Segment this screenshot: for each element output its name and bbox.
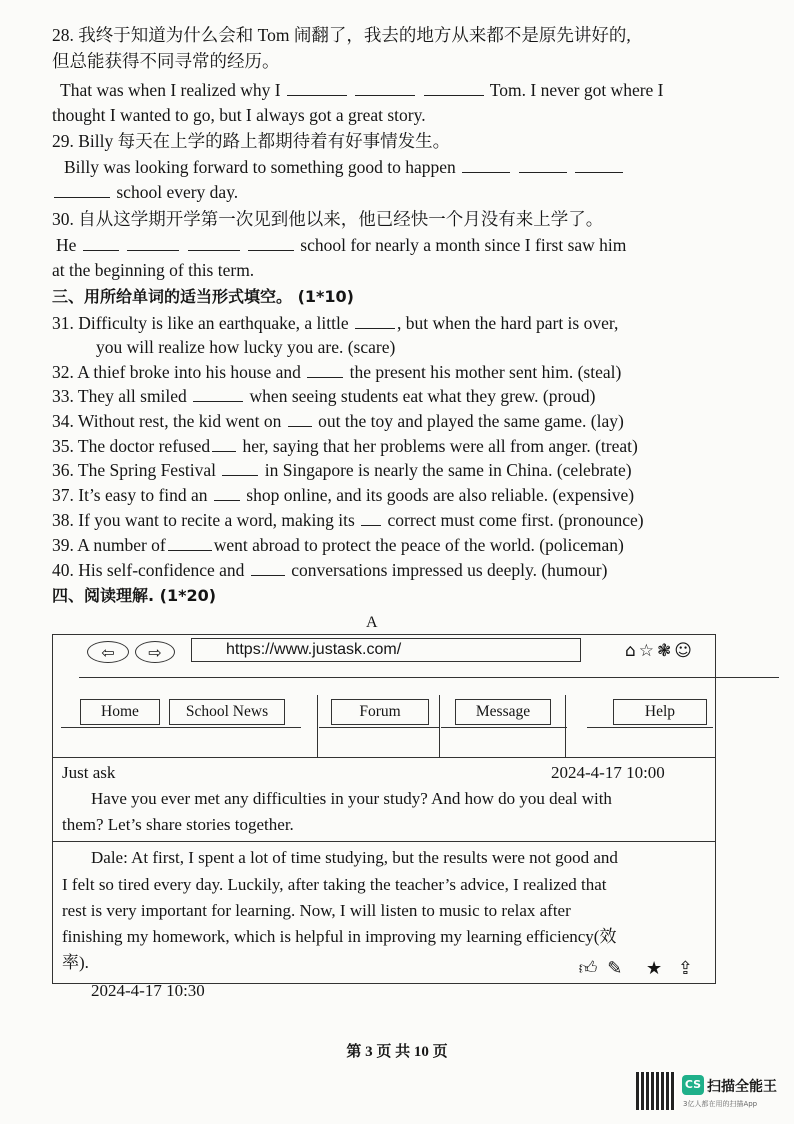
q33 xyxy=(52,385,595,407)
q35 xyxy=(52,435,638,457)
answer-blank[interactable] xyxy=(54,182,110,198)
q31-text-b: but when the hard part is over, xyxy=(405,313,619,333)
answer-blank[interactable] xyxy=(307,362,343,378)
answer-blank[interactable] xyxy=(355,80,415,96)
passage-label: A xyxy=(366,614,378,631)
q37 xyxy=(52,484,634,506)
tab-home[interactable]: Home xyxy=(80,699,160,725)
q31-text-a: 31. Difficulty is like an earthquake, a little xyxy=(52,313,349,333)
column-divider xyxy=(439,695,440,757)
q33-text-b: when seeing students eat what they grew. (proud) xyxy=(249,386,596,406)
q36-text-a: 36. The Spring Festival xyxy=(52,460,216,480)
answer-blank[interactable] xyxy=(288,411,312,427)
q31-line1: 31. Difficulty is like an earthquake, a little , but when the hard part is over, xyxy=(52,313,619,333)
home-icon[interactable]: ⌂ xyxy=(624,641,639,661)
tab-divider xyxy=(441,727,567,728)
q29-english-line2 xyxy=(52,181,238,203)
tab-divider xyxy=(319,727,439,728)
q35-text-a: 35. The doctor refused xyxy=(52,436,211,456)
answer-blank[interactable] xyxy=(251,560,285,576)
q28-english-line2: thought I wanted to go, but I always got a great story. xyxy=(52,105,426,125)
q30-english-line2: at the beginning of this term. xyxy=(52,260,255,280)
q37-text-b: shop online, and its goods are also reliable. (expensive) xyxy=(246,485,635,505)
answer-blank[interactable] xyxy=(424,80,484,96)
toolbar-icons xyxy=(625,641,695,661)
tab-divider xyxy=(61,727,301,728)
q38-text-b: correct must come first. (pronounce) xyxy=(387,510,644,530)
back-arrow-icon[interactable]: ⇦ xyxy=(87,641,129,663)
q38-text-a: 38. If you want to recite a word, making its xyxy=(52,510,355,530)
q39 xyxy=(52,534,624,556)
page-number: 第 3 页 共 10 页 xyxy=(346,1044,448,1060)
answer-blank[interactable] xyxy=(193,386,243,402)
star-icon[interactable]: ☆ xyxy=(638,641,658,661)
q35-text-b: her, saying that her problems were all from anger. (treat) xyxy=(242,436,638,456)
q28-chinese-line2: 但总能获得不同寻常的经历。 xyxy=(52,51,280,71)
tab-forum[interactable]: Forum xyxy=(331,699,429,725)
toolbar-divider xyxy=(79,677,779,678)
q32-text-a: 32. A thief broke into his house and xyxy=(52,362,301,382)
share-icon[interactable]: ⇪ xyxy=(677,958,693,979)
tab-help[interactable]: Help xyxy=(613,699,707,725)
q29-text-b: school every day. xyxy=(116,182,239,202)
section-4-heading: 四、阅读理解. (1*20) xyxy=(52,586,217,605)
q28-text-a: That was when I realized why I xyxy=(60,80,281,100)
answer-blank[interactable] xyxy=(214,485,240,501)
answer-blank[interactable] xyxy=(212,436,236,452)
answer-blank[interactable] xyxy=(168,535,212,551)
post-timestamp: 2024-4-17 10:00 xyxy=(551,763,665,782)
q40 xyxy=(52,559,607,581)
thumbs-up-icon[interactable]: 👍︎ xyxy=(578,958,598,979)
q28-text-b: Tom. I never got where I xyxy=(489,80,664,100)
q30-chinese: 30. 自从这学期开学第一次见到他以来，他已经快一个月没有来上学了。 xyxy=(52,209,604,229)
q29-chinese: 29. Billy 每天在上学的路上都期待着有好事情发生。 xyxy=(52,131,451,151)
gear-icon[interactable]: ❃ xyxy=(657,641,675,661)
address-bar-row xyxy=(53,635,715,669)
column-divider xyxy=(565,695,566,757)
q40-text-a: 40. His self-confidence and xyxy=(52,560,245,580)
q39-text-b: went abroad to protect the peace of the world. (policeman) xyxy=(213,535,624,555)
smiley-icon[interactable]: ☺ xyxy=(674,641,695,661)
reply-text-line5: 率). xyxy=(62,953,89,972)
q34-text-b: out the toy and played the same game. (lay) xyxy=(318,411,624,431)
tab-divider xyxy=(587,727,713,728)
tab-message[interactable]: Message xyxy=(455,699,551,725)
answer-blank[interactable] xyxy=(287,80,347,96)
forward-arrow-icon[interactable]: ⇨ xyxy=(135,641,175,663)
reply-text-line1: Dale: At first, I spent a lot of time studying, but the results were not good and xyxy=(91,848,618,867)
q34 xyxy=(52,410,624,432)
answer-blank[interactable] xyxy=(222,460,258,476)
q29-english-line1 xyxy=(64,156,625,178)
q39-text-a: 39. A number of xyxy=(52,535,166,555)
column-divider xyxy=(317,695,318,757)
tab-school-news[interactable]: School News xyxy=(169,699,285,725)
star-icon[interactable]: ★ xyxy=(646,958,663,979)
answer-blank[interactable] xyxy=(188,235,240,251)
answer-blank[interactable] xyxy=(462,157,510,173)
scanner-tagline: 3亿人都在用的扫描App xyxy=(683,1100,758,1108)
q30-text-a: He xyxy=(56,235,77,255)
reply-text-line4: finishing my homework, which is helpful in improving my learning efficiency(效 xyxy=(62,927,617,946)
q30-text-b: school for nearly a month since I first saw him xyxy=(300,235,627,255)
section-3-heading: 三、用所给单词的适当形式填空。 (1*10) xyxy=(52,287,354,306)
scanner-app-name: 扫描全能王 xyxy=(707,1079,777,1095)
q36 xyxy=(52,459,632,481)
q30-english-line1 xyxy=(56,234,626,256)
answer-blank[interactable] xyxy=(83,235,119,251)
browser-window xyxy=(52,634,716,1000)
answer-blank[interactable] xyxy=(248,235,294,251)
header-divider xyxy=(53,757,715,758)
q38 xyxy=(52,509,644,531)
reply-text-line2: I felt so tired every day. Luckily, after taking the teacher’s advice, I realized that xyxy=(62,875,607,894)
qr-code xyxy=(636,1072,676,1110)
answer-blank[interactable] xyxy=(575,157,623,173)
q32 xyxy=(52,361,621,383)
q33-text-a: 33. They all smiled xyxy=(52,386,187,406)
q31-line2: you will realize how lucky you are. (scare) xyxy=(96,337,396,357)
site-name: Just ask xyxy=(62,763,116,782)
reply-action-icons xyxy=(579,957,693,979)
url-field[interactable]: https://www.justask.com/ xyxy=(191,638,581,662)
q28-english-line1 xyxy=(60,79,664,101)
q36-text-b: in Singapore is nearly the same in China. (celebrate) xyxy=(264,460,632,480)
reply-timestamp: 2024-4-17 10:30 xyxy=(91,981,205,1000)
q28-chinese-line1: 28. 我终于知道为什么会和 Tom 闹翻了，我去的地方从来都不是原先讲好的, xyxy=(52,25,631,45)
q29-text-a: Billy was looking forward to something good to happen xyxy=(64,157,456,177)
answer-blank[interactable] xyxy=(361,510,381,526)
scanner-logo: CS xyxy=(682,1075,704,1095)
post-divider xyxy=(53,841,715,842)
post-text-line2: them? Let’s share stories together. xyxy=(62,815,294,834)
answer-blank[interactable] xyxy=(519,157,567,173)
q32-text-b: the present his mother sent him. (steal) xyxy=(349,362,622,382)
edit-icon[interactable]: ✎ xyxy=(607,958,623,979)
answer-blank[interactable] xyxy=(127,235,179,251)
q34-text-a: 34. Without rest, the kid went on xyxy=(52,411,282,431)
answer-blank[interactable] xyxy=(355,313,395,329)
post-text-line1: Have you ever met any difficulties in your study? And how do you deal with xyxy=(91,789,612,808)
q37-text-a: 37. It’s easy to find an xyxy=(52,485,208,505)
q40-text-b: conversations impressed us deeply. (humour) xyxy=(291,560,608,580)
reply-text-line3: rest is very important for learning. Now, I will listen to music to relax after xyxy=(62,901,571,920)
